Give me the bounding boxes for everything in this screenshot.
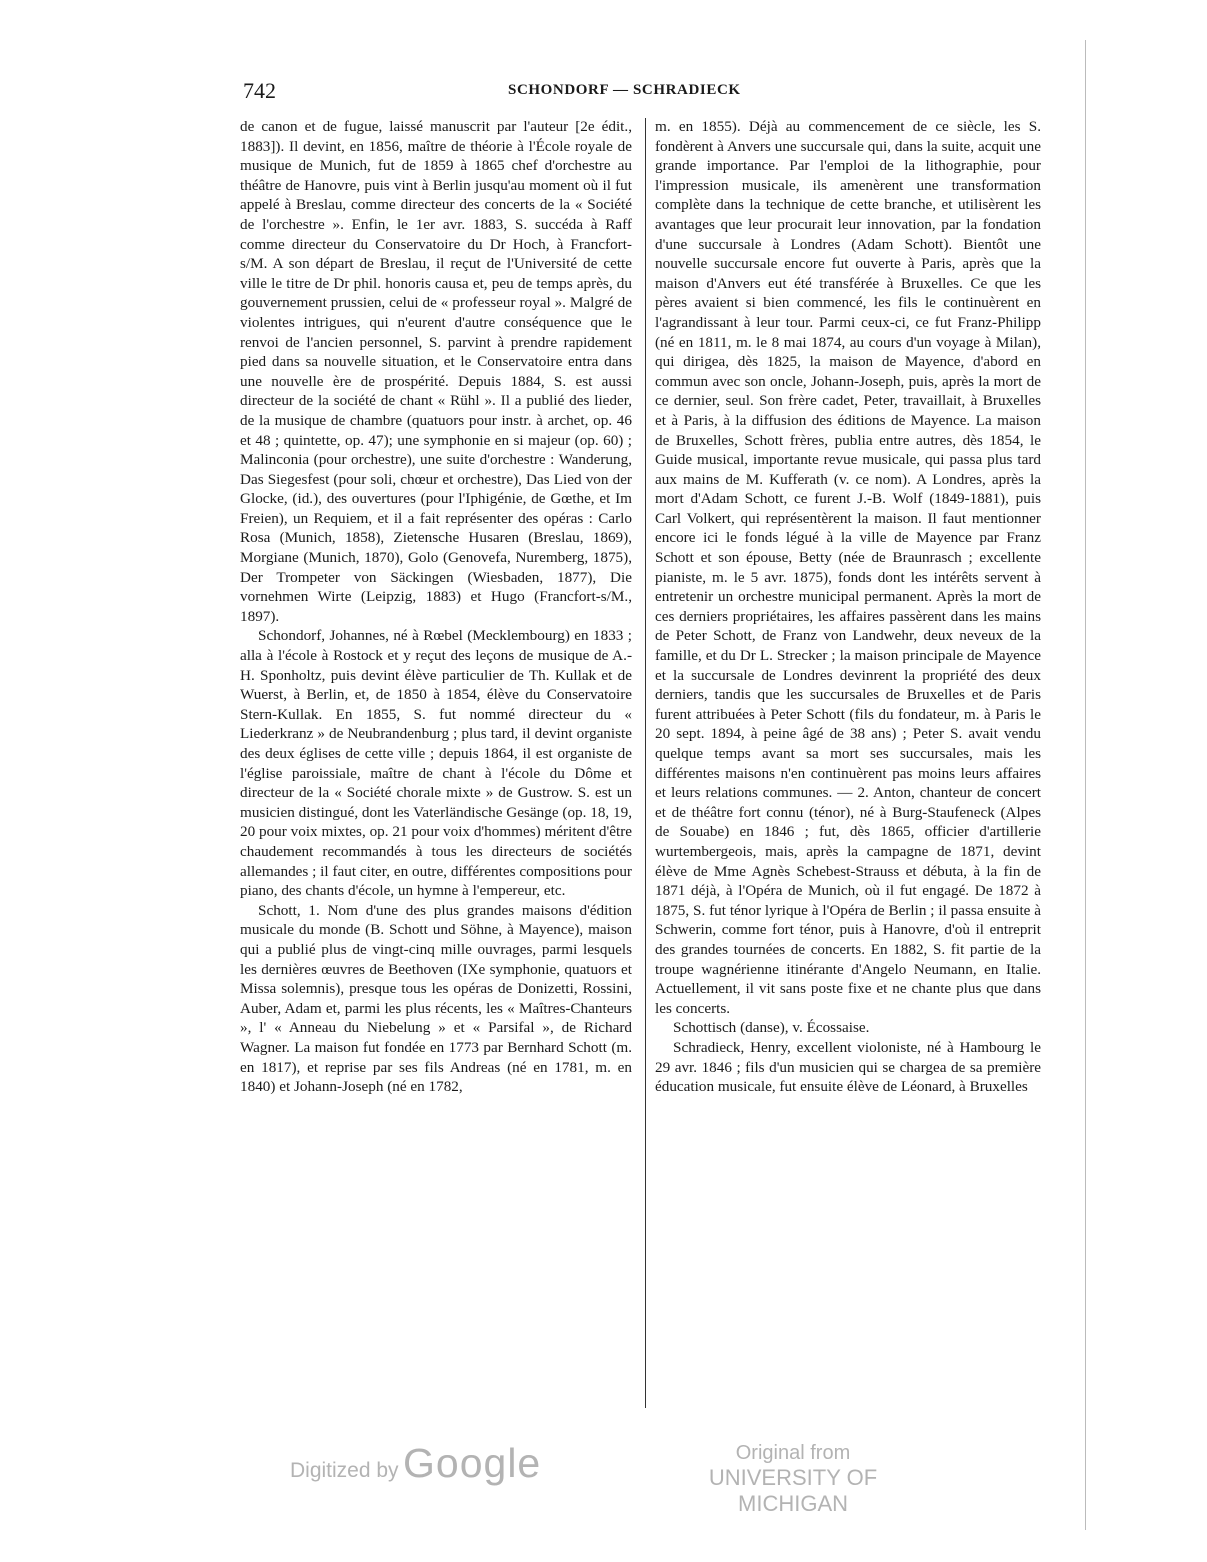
original-from-label: Original from (735, 1442, 851, 1464)
university-label: UNIVERSITY OF MICHIGAN (708, 1465, 878, 1516)
entry-schradieck: Schradieck, Henry, excellent violoniste, né à Hambourg le 29 avr. 1846 ; fils d'un musicien qui se chargea de sa première éducation musicale, fut ensuite élève de Léonard, à Bruxelles (655, 1038, 1041, 1096)
entry-schott: Schott, 1. Nom d'une des plus grandes maisons d'édition musicale du monde (B. Schott und Söhne, à Mayence), maison qui a publié plus de vingt-cinq mille ouvrages, parmi lesquels les dernières œuvres de Beethoven (IXe symphonie, quatuors et Missa solemnis), presque tous les opéras de Donizetti, Rossini, Auber, Adam et, parmi les plus récents, les « Maîtres-Chanteurs », l' « Anneau du Niebelung » et « Parsifal », de Richard Wagner. La maison fut fondée en 1773 par Bernhard Schott (m. en 1817), et reprise par ses fils Andreas (né en 1781, m. en 1840) et Johann-Joseph (né en 1782, (240, 901, 632, 1096)
left-column (240, 117, 632, 1097)
page-number: 742 (243, 78, 276, 103)
digitized-prefix: Digitized by (290, 1459, 399, 1482)
right-column (655, 117, 1041, 1097)
original-from-watermark (668, 1442, 918, 1517)
entry-schottisch: Schottisch (danse), v. Écossaise. (673, 1019, 870, 1037)
paragraph-continuation: de canon et de fugue, laissé manuscrit par l'auteur [2e édit., 1883]). Il devint, en 1856, maître de théorie à l'École royale de musique de Munich, fut de 1859 à 1865 chef d'orchestre au théâtre de Hanovre, puis vint à Berlin jusqu'au moment où il fut appelé à Breslau, comme directeur des concerts de la « Société de l'orchestre ». Enfin, le 1er avr. 1883, S. succéda à Raff comme directeur du Conservatoire du Dr Hoch, à Francfort-s/M. A son départ de Breslau, il reçut de l'Université de cette ville le titre de Dr phil. honoris causa et, peu de temps après, du gouvernement prussien, celui de « professeur royal ». Malgré de violentes intrigues, qui n'eurent d'autre conséquence que le renvoi de l'ancien personnel, S. parvint à prendre rapidement pied dans sa nouvelle situation, et le Conservatoire entra dans une nouvelle ère de prospérité. Depuis 1884, S. est aussi directeur de la société de chant « Rühl ». Il a publié des lieder, de la musique de chambre (quatuors pour instr. à archet, op. 46 et 48 ; quintette, op. 47); une symphonie en si majeur (op. 60) ; Malinconia (pour orchestre), une suite d'orchestre : Wanderung, Das Siegesfest (pour soli, chœur et orchestre), Das Lied von der Glocke, (id.), des ouvertures (pour l'Iphigénie, de Gœthe, et Im Freien), un Requiem, et il a fait représenter des opéras : Carlo Rosa (Munich, 1858), Zietensche Husaren (Breslau, 1869), Morgiane (Munich, 1870), Golo (Genovefa, Nuremberg, 1875), Der Trompeter von Säckingen (Wiesbaden, 1877), Die vornehmen Wirte (Leipzig, 1883) et Hugo (Francfort-s/M., 1897). (240, 118, 632, 625)
google-logo: Google (403, 1440, 542, 1486)
paragraph-schott-continued: m. en 1855). Déjà au commencement de ce siècle, les S. fondèrent à Anvers une succursale qui, dans la suite, acquit une grande importance. Par l'emploi de la lithographie, pour l'impression musicale, ils amenèrent une transformation complète dans la technique de cette branche, et utilisèrent les avantages que leur procurait leur innovation, par la fondation d'une succursale à Londres (Adam Schott). Bientôt une nouvelle succursale encore fut ouverte à Paris, après que la maison d'Anvers eut été transférée à Bruxelles. Ce que les pères avaient si bien commencé, les fils le continuèrent en l'agrandissant à leur tour. Parmi ceux-ci, ce fut Franz-Philipp (né en 1811, m. le 8 mai 1874, au cours d'un voyage à Milan), qui dirigea, dès 1825, la maison de Mayence, d'abord en commun avec son oncle, Johann-Joseph, puis, après la mort de ce dernier, seul. Son frère cadet, Peter, travaillait, à Bruxelles et à Paris, à la diffusion des éditions de Mayence. La maison de Bruxelles, Schott frères, publia entre autres, dès 1854, le Guide musical, importante revue musicale, qui passa plus tard aux mains de M. Kufferath (v. ce nom). A Londres, après la mort d'Adam Schott, ce furent J.-B. Wolf (1849-1881), puis Carl Volkert, qui représentèrent la maison. Il faut mentionner encore ici le fonds légué à la ville de Mayence par Franz Schott et son épouse, Betty (née de Braunrasch ; excellente pianiste, m. le 5 avr. 1875), fonds dont les intérêts servent à entretenir un orchestre municipal permanent. Après la mort de ces derniers propriétaires, les affaires passèrent dans les mains de Peter Schott, de Franz von Landwehr, deux neveux de la famille, et du Dr L. Strecker ; la maison principale de Mayence et la succursale de Londres devinrent la propriété des deux derniers, tandis que les succursales de Bruxelles et de Paris furent attribuées à Peter Schott (fils du fondateur, m. à Paris le 20 sept. 1894, à peine âgé de 38 ans) ; Peter S. avait vendu quelque temps avant sa mort ses succursales, mais les différentes maisons n'en continuèrent pas moins leurs affaires et leurs relations communes. — 2. Anton, chanteur de concert et de théâtre fort connu (ténor), né à Burg-Staufeneck (Alpes de Souabe) en 1846 ; fut, dès 1865, officier d'artillerie wurtembergeois, mais, après la campagne de 1871, devint élève de Mme Agnès Schebest-Strauss et débuta, à la fin de 1871 déjà, à l'Opéra de Munich, où il fut engagé. De 1872 à 1875, S. fut ténor lyrique à l'Opéra de Berlin ; il passa ensuite à Schwerin, comme fort ténor, puis à Hanovre, d'où il entreprit des grandes tournées de concerts. En 1882, S. fit partie de la troupe wagnérienne itinérante d'Angelo Neumann, en Italie. Actuellement, il vit sans poste fixe et ne chante plus que dans les concerts. (655, 118, 1041, 1017)
digitized-watermark (290, 1440, 541, 1487)
entry-schondorf: Schondorf, Johannes, né à Rœbel (Mecklembourg) en 1833 ; alla à l'école à Rostock et y reçut des leçons de musique de A.-H. Sponholtz, puis devint élève particulier de Th. Kullak et de Wuerst, à Berlin, et, de 1850 à 1854, élève du Conservatoire Stern-Kullak. En 1855, S. fut nommé directeur du « Liederkranz » de Neubrandenburg ; plus tard, il devint organiste des deux églises de cette ville ; depuis 1864, il est organiste de l'église paroissiale, maître de chant à l'école du Dôme et directeur de la « Société chorale mixte » de Gustrow. S. est un musicien distingué, dont les Vaterländische Gesänge (op. 18, 19, 20 pour voix mixtes, op. 21 pour voix d'hommes) méritent d'être chaudement recommandés à tous les directeurs de sociétés allemandes ; il faut citer, en outre, différentes compositions pour piano, des chants d'école, un hymne à l'empereur, etc. (240, 627, 632, 900)
page-edge-rule (1085, 40, 1086, 1530)
column-rule (645, 118, 646, 1408)
running-head: SCHONDORF — SCHRADIECK (508, 82, 741, 98)
